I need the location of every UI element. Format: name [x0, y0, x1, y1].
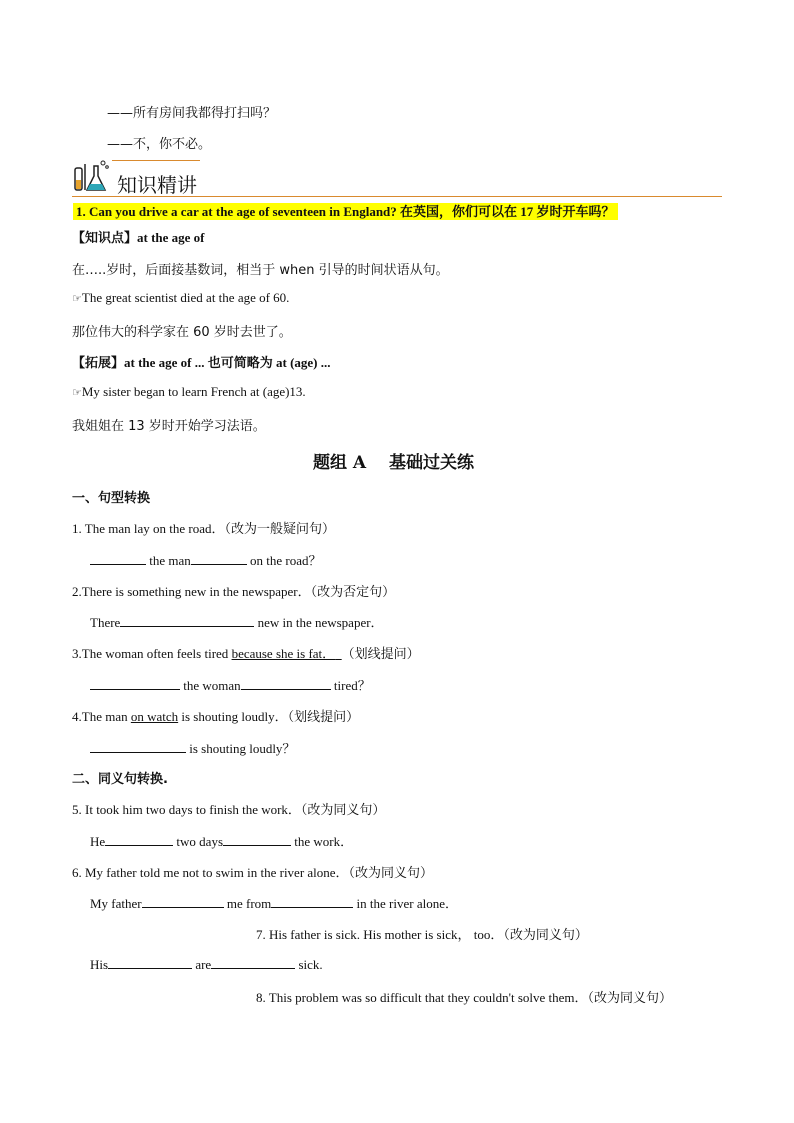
answer-blank[interactable]	[223, 833, 291, 846]
extension-label: 【拓展】at the age of ... 也可简略为 at (age) ...	[72, 355, 331, 370]
answer-2: There new in the newspaper．	[90, 615, 384, 630]
answer-6: My father me from in the river alone．	[90, 896, 458, 911]
question-6: 6. My father told me not to swim in the river alone．（改为同义句）	[72, 865, 434, 880]
section-title: 知识精讲	[117, 173, 197, 197]
answer-blank[interactable]	[90, 740, 186, 753]
example-2-translation: 我姐姐在 13 岁时开始学习法语。	[72, 419, 266, 434]
explanation: 在…..岁时，后面接基数词，相当于 when 引导的时间状语从句。	[72, 263, 449, 278]
answer-3: the woman tired？	[90, 675, 371, 694]
lab-flask-icon	[72, 158, 112, 194]
example-1-translation: 那位伟大的科学家在 60 岁时去世了。	[72, 325, 292, 340]
part-1-title: 一、句型转换	[72, 491, 151, 506]
answer-blank[interactable]	[142, 895, 224, 908]
answer-blank[interactable]	[211, 956, 295, 969]
answer-blank[interactable]	[120, 614, 254, 627]
part-2-title: 二、同义句转换.	[72, 772, 168, 787]
example-1: ☞The great scientist died at the age of 60.	[72, 290, 290, 305]
answer-blank[interactable]	[90, 677, 180, 690]
answer-blank[interactable]	[271, 895, 353, 908]
question-1: 1. The man lay on the road．（改为一般疑问句）	[72, 521, 335, 536]
answer-5: He two days the work．	[90, 834, 354, 849]
pointing-hand-icon: ☞	[72, 386, 82, 399]
knowledge-label: 【知识点】at the age of	[72, 230, 205, 245]
example-2: ☞My sister began to learn French at (age)13.	[72, 384, 306, 399]
answer-7: His are sick.	[90, 957, 323, 972]
dialogue-line-1: ——所有房间我都得打扫吗？	[107, 106, 277, 121]
pointing-hand-icon: ☞	[72, 292, 82, 305]
section-underline	[72, 196, 722, 197]
answer-blank[interactable]	[105, 833, 173, 846]
answer-blank[interactable]	[241, 677, 331, 690]
question-4: 4.The man on watch is shouting loudly．（划线提问）	[72, 709, 360, 724]
group-a-title: 题组 A 基础过关练	[313, 453, 475, 473]
answer-blank[interactable]	[90, 552, 146, 565]
point-heading: 1. Can you drive a car at the age of seventeen in England? 在英国，你们可以在 17 岁时开车吗？	[73, 201, 618, 220]
answer-4: is shouting loudly？	[90, 738, 295, 757]
section-top-rule	[112, 160, 200, 161]
answer-1: the man on the road？	[90, 550, 322, 569]
answer-blank[interactable]	[191, 552, 247, 565]
question-3: 3.The woman often feels tired because she is fat． （划线提问）	[72, 646, 420, 661]
question-7: 7. His father is sick. His mother is sick， too．（改为同义句）	[256, 927, 588, 942]
answer-blank[interactable]	[108, 956, 192, 969]
dialogue-line-2: ——不，你不必。	[107, 137, 212, 152]
question-5: 5. It took him two days to finish the work．（改为同义句）	[72, 802, 386, 817]
question-2: 2.There is something new in the newspaper．（改为否定句）	[72, 584, 396, 599]
question-8: 8. This problem was so difficult that they couldn't solve them．（改为同义句）	[256, 990, 673, 1005]
